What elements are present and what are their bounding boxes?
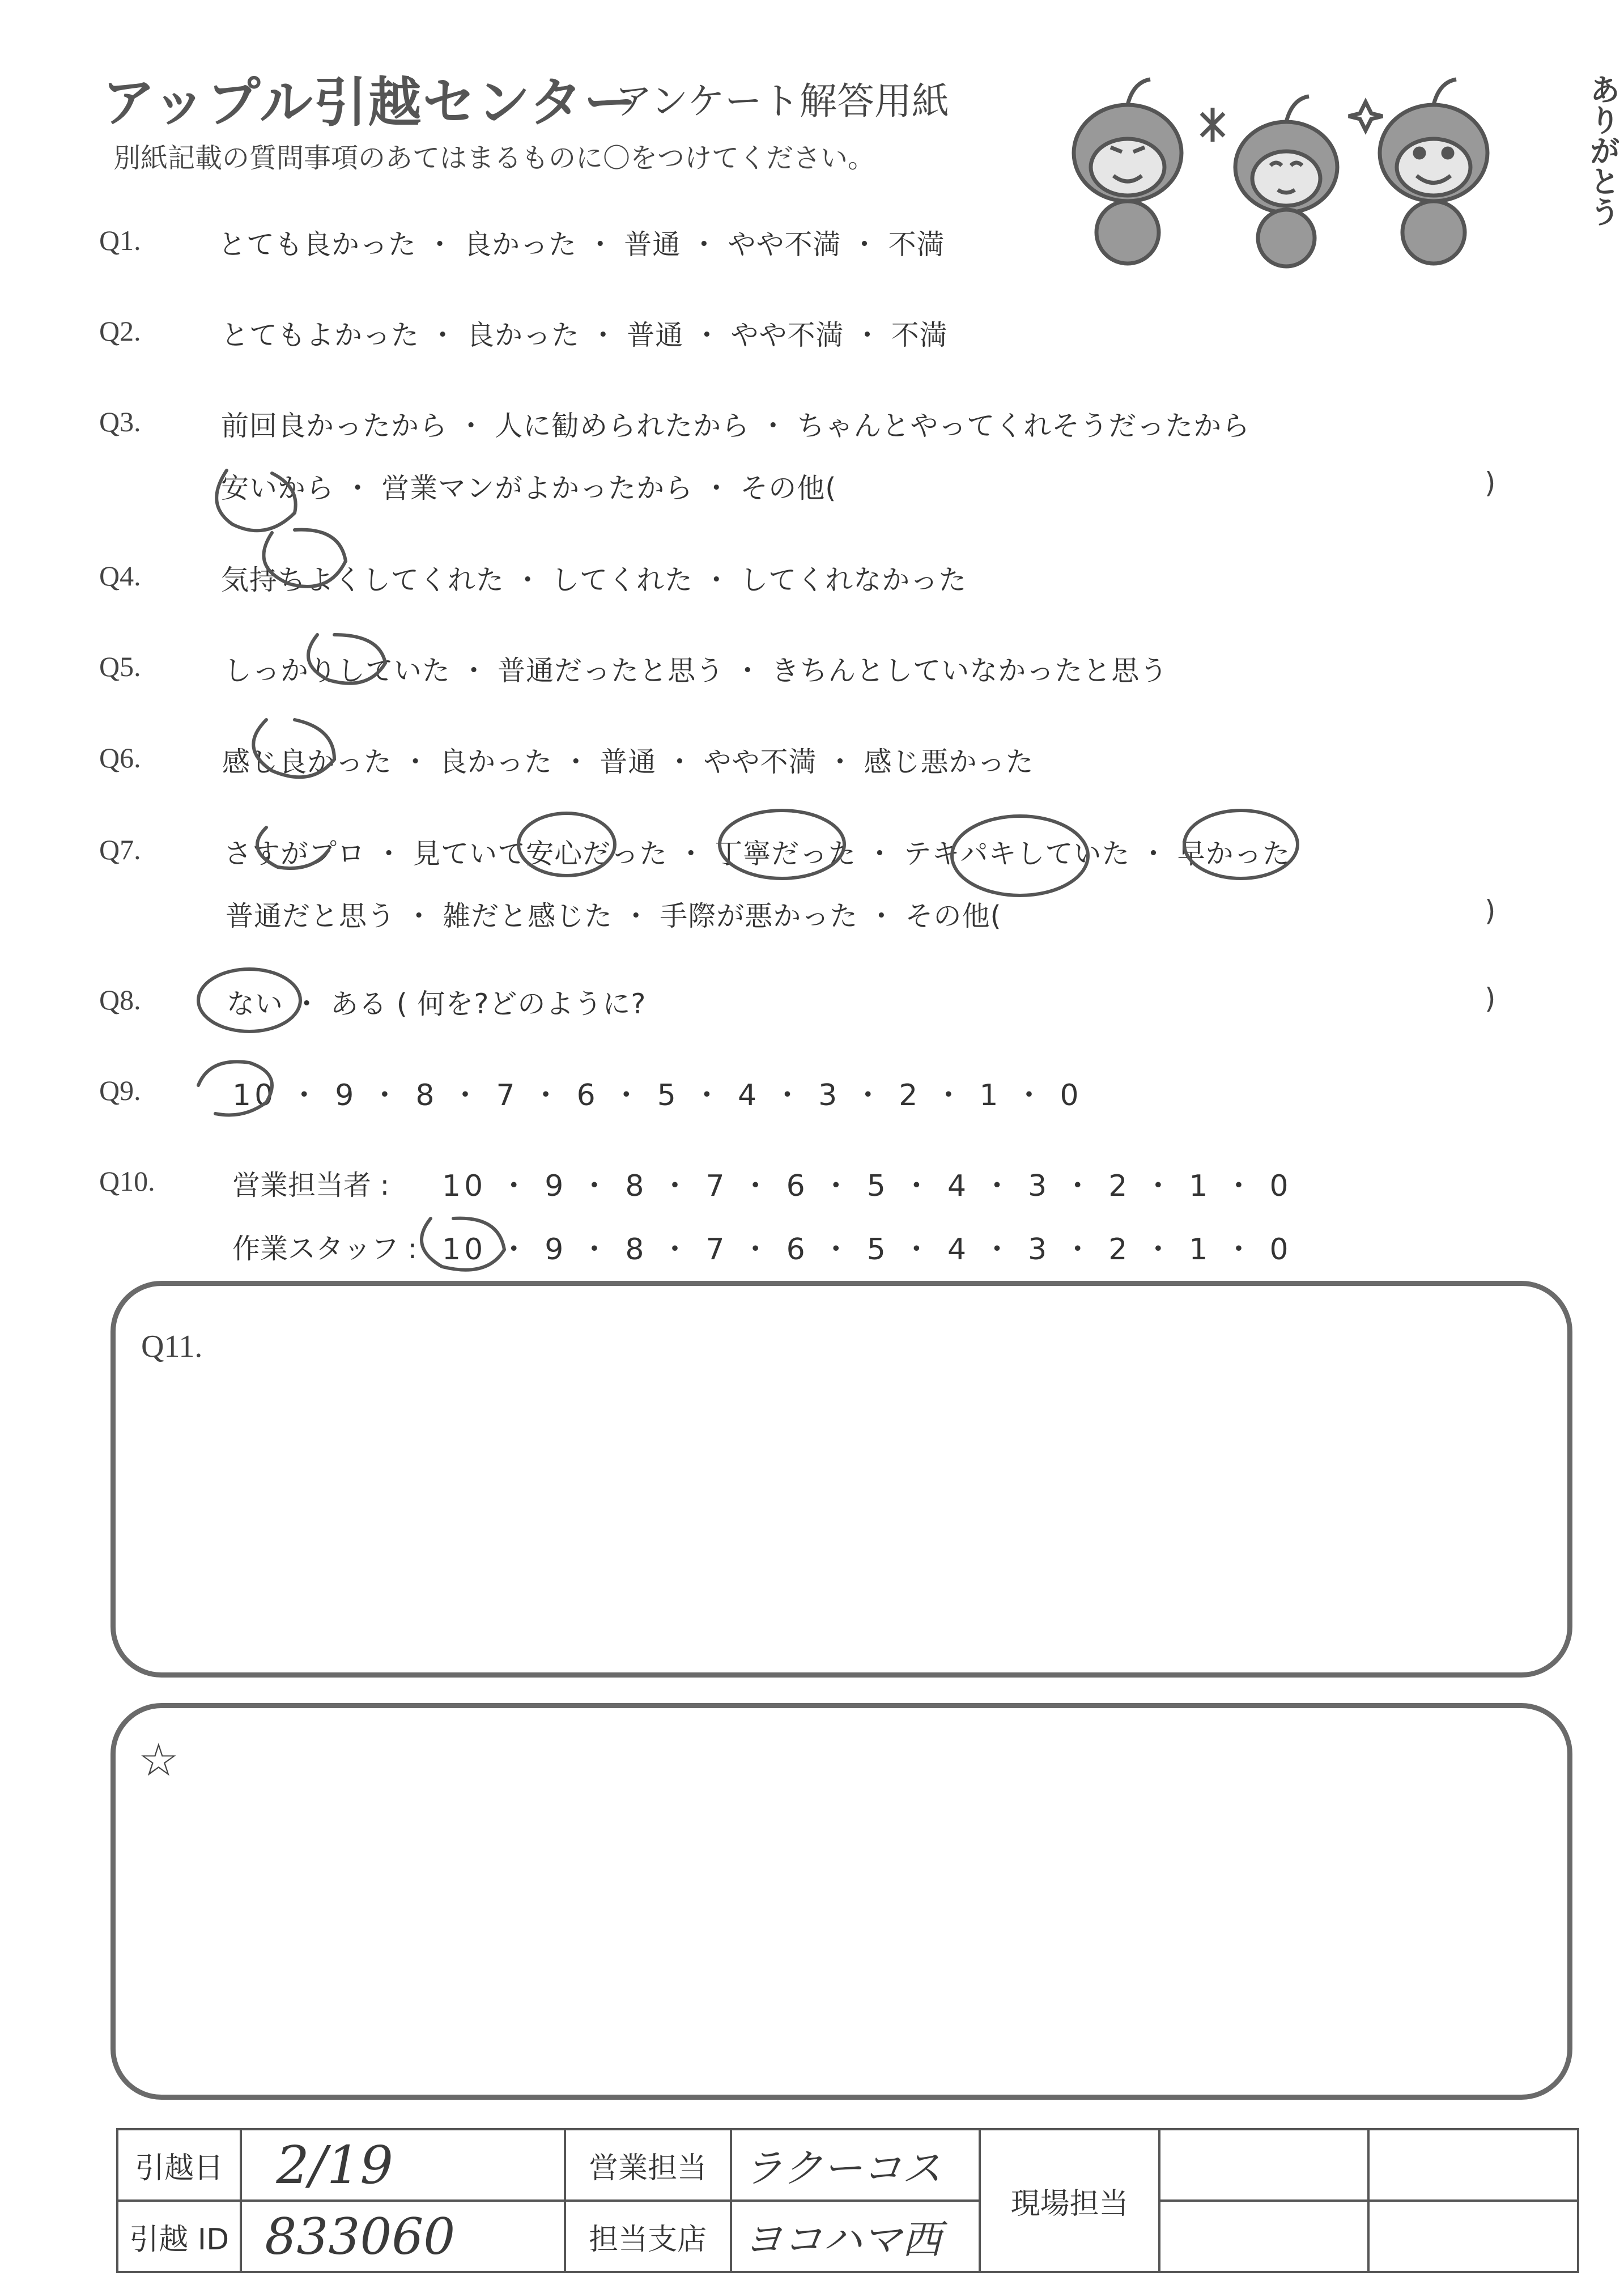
q10-label: Q10.: [99, 1165, 155, 1197]
move-id-value[interactable]: [241, 2201, 564, 2272]
q7-options-line1[interactable]: さすがプロ ・ 見ていて安心だった ・ 丁寧だった ・ テキパキしていた ・ 早かった: [224, 838, 1291, 870]
thank-you-text: ありがとう: [1585, 74, 1621, 227]
sales-rep-handwriting: ラクーコス: [743, 2145, 942, 2192]
circle-mark-q7-e: [257, 827, 329, 868]
circle-mark-q8: [198, 969, 300, 1031]
circle-mark-q10: [422, 1218, 504, 1270]
circle-mark-q3: [216, 470, 295, 530]
sales-rep-label: 営業担当: [565, 2129, 731, 2201]
q3-label: Q3.: [99, 406, 141, 438]
move-date-handwriting: 2/19: [276, 2134, 393, 2196]
site-rep-cell-1[interactable]: [1159, 2129, 1369, 2201]
star-icon: ☆: [138, 1736, 179, 1786]
circle-mark-q7-c: [952, 816, 1088, 895]
move-id-handwriting: 833060: [265, 2207, 456, 2266]
q1-options[interactable]: とても良かった ・ 良かった ・ 普通 ・ やや不満 ・ 不満: [218, 228, 945, 261]
circle-mark-q4: [263, 530, 346, 587]
site-rep-cell-3[interactable]: [1159, 2201, 1369, 2272]
q6-label: Q6.: [99, 742, 141, 774]
q3-options-line2[interactable]: 安いから ・ 営業マンがよかったから ・ その他(: [221, 472, 837, 504]
site-rep-cell-4[interactable]: [1368, 2201, 1578, 2272]
branch-value[interactable]: [731, 2201, 980, 2272]
q5-options[interactable]: しっかりしていた ・ 普通だったと思う ・ きちんとしていなかったと思う: [224, 655, 1168, 687]
form-subtitle: アンケート解答用紙: [615, 79, 950, 123]
q10-sales-scale[interactable]: 10 ・ 9 ・ 8 ・ 7 ・ 6 ・ 5 ・ 4 ・ 3 ・ 2 ・ 1 ・ 0: [442, 1169, 1292, 1203]
q9-scale[interactable]: 10 ・ 9 ・ 8 ・ 7 ・ 6 ・ 5 ・ 4 ・ 3 ・ 2 ・ 1 ・ 0: [232, 1078, 1082, 1112]
move-id-label: 引越 ID: [117, 2201, 241, 2272]
q5-label: Q5.: [99, 651, 141, 682]
q11-label: Q11.: [141, 1329, 203, 1364]
q2-options[interactable]: とてもよかった ・ 良かった ・ 普通 ・ やや不満 ・ 不満: [221, 319, 948, 351]
move-date-label: 引越日: [117, 2129, 241, 2201]
move-info-table: [116, 2128, 1579, 2273]
q4-label: Q4.: [99, 560, 141, 592]
q8-close-paren: ): [1485, 982, 1496, 1015]
site-rep-label: 現場担当: [980, 2129, 1159, 2272]
q10-sales-label: 営業担当者 :: [232, 1169, 390, 1201]
form-title: アップル引越センター: [102, 72, 638, 134]
q7-options-line2[interactable]: 普通だと思う ・ 雑だと感じた ・ 手際が悪かった ・ その他(: [226, 900, 1002, 932]
site-rep-cell-2[interactable]: [1368, 2129, 1578, 2201]
q7-label: Q7.: [99, 834, 141, 865]
q10-staff-scale[interactable]: 10 ・ 9 ・ 8 ・ 7 ・ 6 ・ 5 ・ 4 ・ 3 ・ 2 ・ 1 ・ 0: [442, 1233, 1292, 1267]
q1-label: Q1.: [99, 224, 141, 256]
circle-mark-q5: [308, 635, 385, 683]
q9-label: Q9.: [99, 1075, 141, 1106]
move-date-value[interactable]: [241, 2129, 564, 2201]
sales-rep-value[interactable]: [731, 2129, 980, 2201]
q2-label: Q2.: [99, 315, 141, 347]
circle-mark-q6: [253, 720, 334, 777]
circle-mark-q7-d: [1184, 810, 1298, 878]
branch-label: 担当支店: [565, 2201, 731, 2272]
q8-label: Q8.: [99, 984, 141, 1016]
q7-close-paren: ): [1485, 894, 1496, 927]
q10-staff-label: 作業スタッフ :: [232, 1233, 418, 1265]
circle-mark-q7-a: [518, 813, 615, 876]
q3-options-line1[interactable]: 前回良かったから ・ 人に勧められたから ・ ちゃんとやってくれそうだったから: [221, 410, 1251, 442]
star-comment-box[interactable]: [110, 1703, 1572, 2100]
circle-mark-q7-b: [720, 810, 844, 878]
q11-comment-box[interactable]: [110, 1281, 1572, 1678]
branch-handwriting: ヨコハマ西: [743, 2216, 942, 2263]
instruction-text: 別紙記載の質問事項のあてはまるものに〇をつけてください。: [113, 142, 875, 174]
q4-options[interactable]: 気持ちよくしてくれた ・ してくれた ・ してくれなかった: [221, 564, 967, 596]
circle-mark-q9: [198, 1061, 272, 1115]
q3-close-paren: ): [1485, 466, 1496, 499]
q8-options[interactable]: ない ・ ある ( 何を?どのように?: [227, 988, 647, 1020]
q6-options[interactable]: 感じ良かった ・ 良かった ・ 普通 ・ やや不満 ・ 感じ悪かった: [222, 746, 1034, 778]
